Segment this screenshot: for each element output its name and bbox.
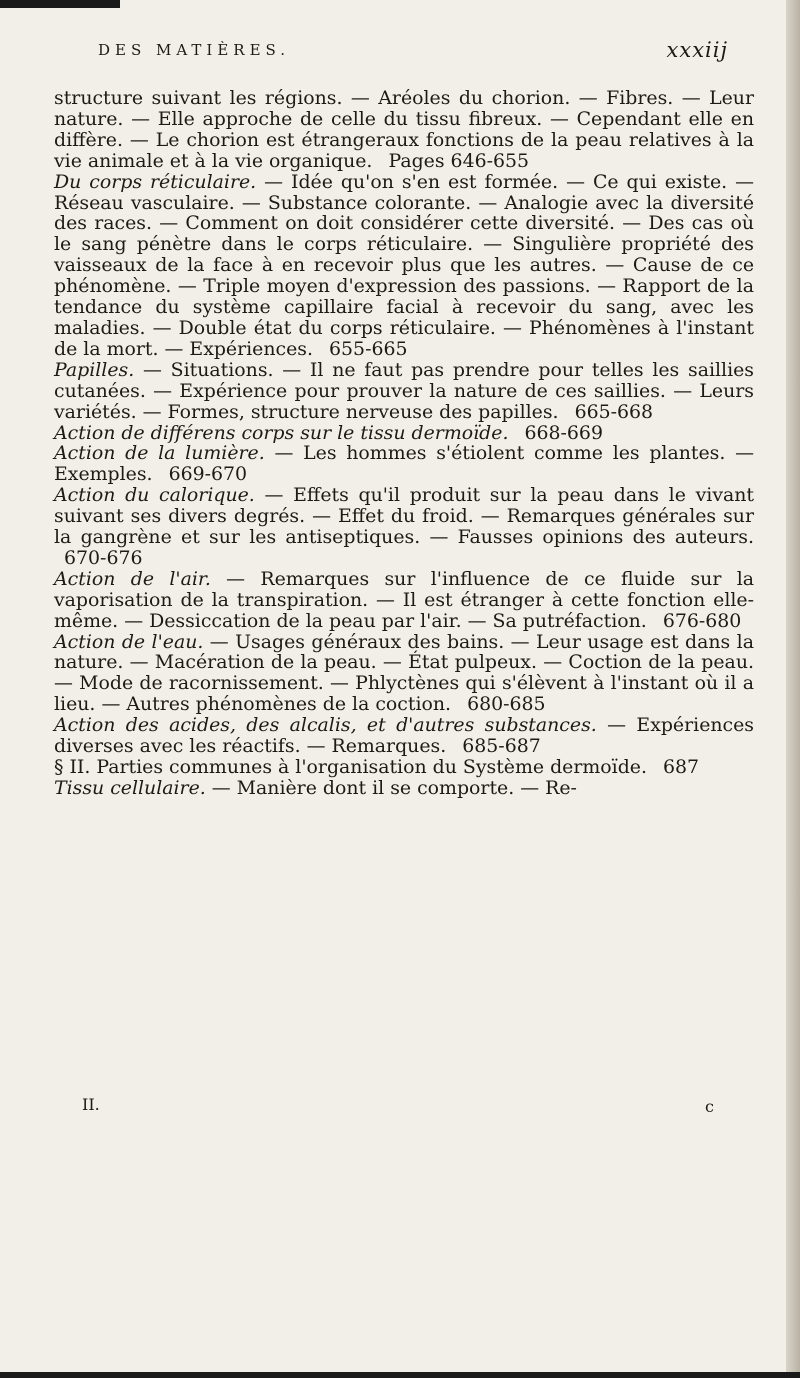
page-edge-shadow: [786, 0, 800, 1378]
volume-signature: II.: [82, 1095, 100, 1114]
entry-text: — Usages généraux des bains. — Leur usage est dans la nature. — Macération de la peau. — État pulpeux. — Coction de la peau. — Mode de racornissement. — Phlyctènes qui s'élèvent à l'instant où il a lieu. — Autres phénomènes de la coction.: [54, 630, 754, 716]
entry-heading: Tissu cellulaire.: [54, 776, 206, 799]
entry-text: — Idée qu'on s'en est formée. — Ce qui existe. — Réseau vasculaire. — Substance colorante. — Analogie avec la diversité des races. — Comment on doit considérer cette diversité. — Des cas où le sang pénètre dans le corps réticulaire. — Singulière propriété des vaisseaux de la face à en recevoir plus que les autres. — Cause de ce phénomène. — Triple moyen d'expression des passions. — Rapport de la tendance du système capillaire facial à recevoir du sang, avec les maladies. — Double état du corps réticulaire. — Phénomènes à l'instant de la mort. — Expériences.: [54, 170, 755, 360]
entry-heading: Action de l'eau.: [54, 630, 204, 653]
toc-entry-action-differens-corps: [54, 423, 754, 444]
entry-pages: Pages 646-655: [388, 149, 530, 172]
entry-text: § II. Parties communes à l'organisation du Système dermoïde.: [54, 756, 647, 778]
top-edge-rule: [0, 0, 120, 8]
entry-pages: 685-687: [462, 735, 541, 758]
entry-heading: Action de différens corps sur le tissu dermoïde.: [54, 421, 509, 444]
toc-entry-action-air: [54, 569, 754, 632]
toc-entry-action-lumiere: [54, 443, 754, 485]
toc-entry-action-acides: [54, 715, 754, 757]
entry-pages: 670-676: [64, 546, 143, 569]
entry-pages: 680-685: [467, 693, 546, 716]
table-of-contents: [54, 88, 754, 799]
entry-pages: 665-668: [574, 400, 654, 423]
entry-heading: Action de la lumière.: [54, 442, 265, 465]
entry-pages: 676-680: [662, 609, 742, 632]
page-footer: [54, 1095, 714, 1117]
running-head: DES MATIÈRES.: [98, 41, 291, 59]
toc-entry-action-eau: [54, 632, 754, 716]
entry-heading: Action du calorique.: [54, 484, 255, 507]
entry-heading: Papilles.: [54, 358, 135, 381]
entry-text: structure suivant les régions. — Aréoles du chorion. — Fibres. — Leur nature. — Elle approche de celle du tissu fibreux. — Cependant elle en diffère. — Le chorion est étrangeraux fonctions de la peau relatives à la vie animale et à la vie organique.: [54, 87, 754, 172]
toc-entry-chorion: [54, 88, 754, 172]
entry-heading: Action des acides, des alcalis, et d'autres substances.: [54, 714, 597, 737]
page-number: xxxiij: [666, 38, 728, 62]
toc-entry-corps-reticulaire: [54, 172, 754, 360]
entry-text: — Expériences diverses avec les réactifs. — Remarques.: [54, 714, 754, 758]
entry-heading: Du corps réticulaire.: [54, 170, 257, 193]
entry-pages: [577, 777, 587, 799]
entry-text: — Effets qu'il produit sur la peau dans le vivant suivant ses divers degrés. — Effet du froid. — Remarques générales sur la gangrène et sur les antiseptiques. — Fausses opinions des auteurs.: [54, 484, 755, 549]
entry-text: — Manière dont il se comporte. — Re-: [205, 776, 577, 799]
entry-pages: 668-669: [524, 421, 603, 444]
gathering-signature: c: [705, 1097, 714, 1116]
entry-text: — Remarques sur l'influence de ce fluide sur la vaporisation de la transpiration. — Il est étranger à cette fonction elle-même. — Dessiccation de la peau par l'air. — Sa putréfaction.: [54, 567, 754, 632]
toc-entry-papilles: [54, 360, 754, 423]
bottom-edge-rule: [0, 1372, 800, 1378]
entry-heading: Action de l'air.: [54, 567, 211, 590]
entry-pages: 687: [663, 756, 700, 778]
toc-entry-section-ii: [54, 757, 754, 778]
entry-text: — Les hommes s'étiolent comme les plantes. — Exemples.: [54, 442, 754, 486]
entry-pages: 655-665: [329, 337, 408, 360]
entry-text: — Situations. — Il ne faut pas prendre pour telles les saillies cutanées. — Expérience pour prouver la nature de ces saillies. — Leurs variétés. — Formes, structure nerveuse des papilles.: [54, 358, 754, 423]
toc-entry-action-calorique: [54, 485, 754, 569]
toc-entry-tissu-cellulaire: [54, 778, 754, 799]
entry-pages: 669-670: [168, 463, 248, 486]
page-header: [98, 38, 728, 65]
